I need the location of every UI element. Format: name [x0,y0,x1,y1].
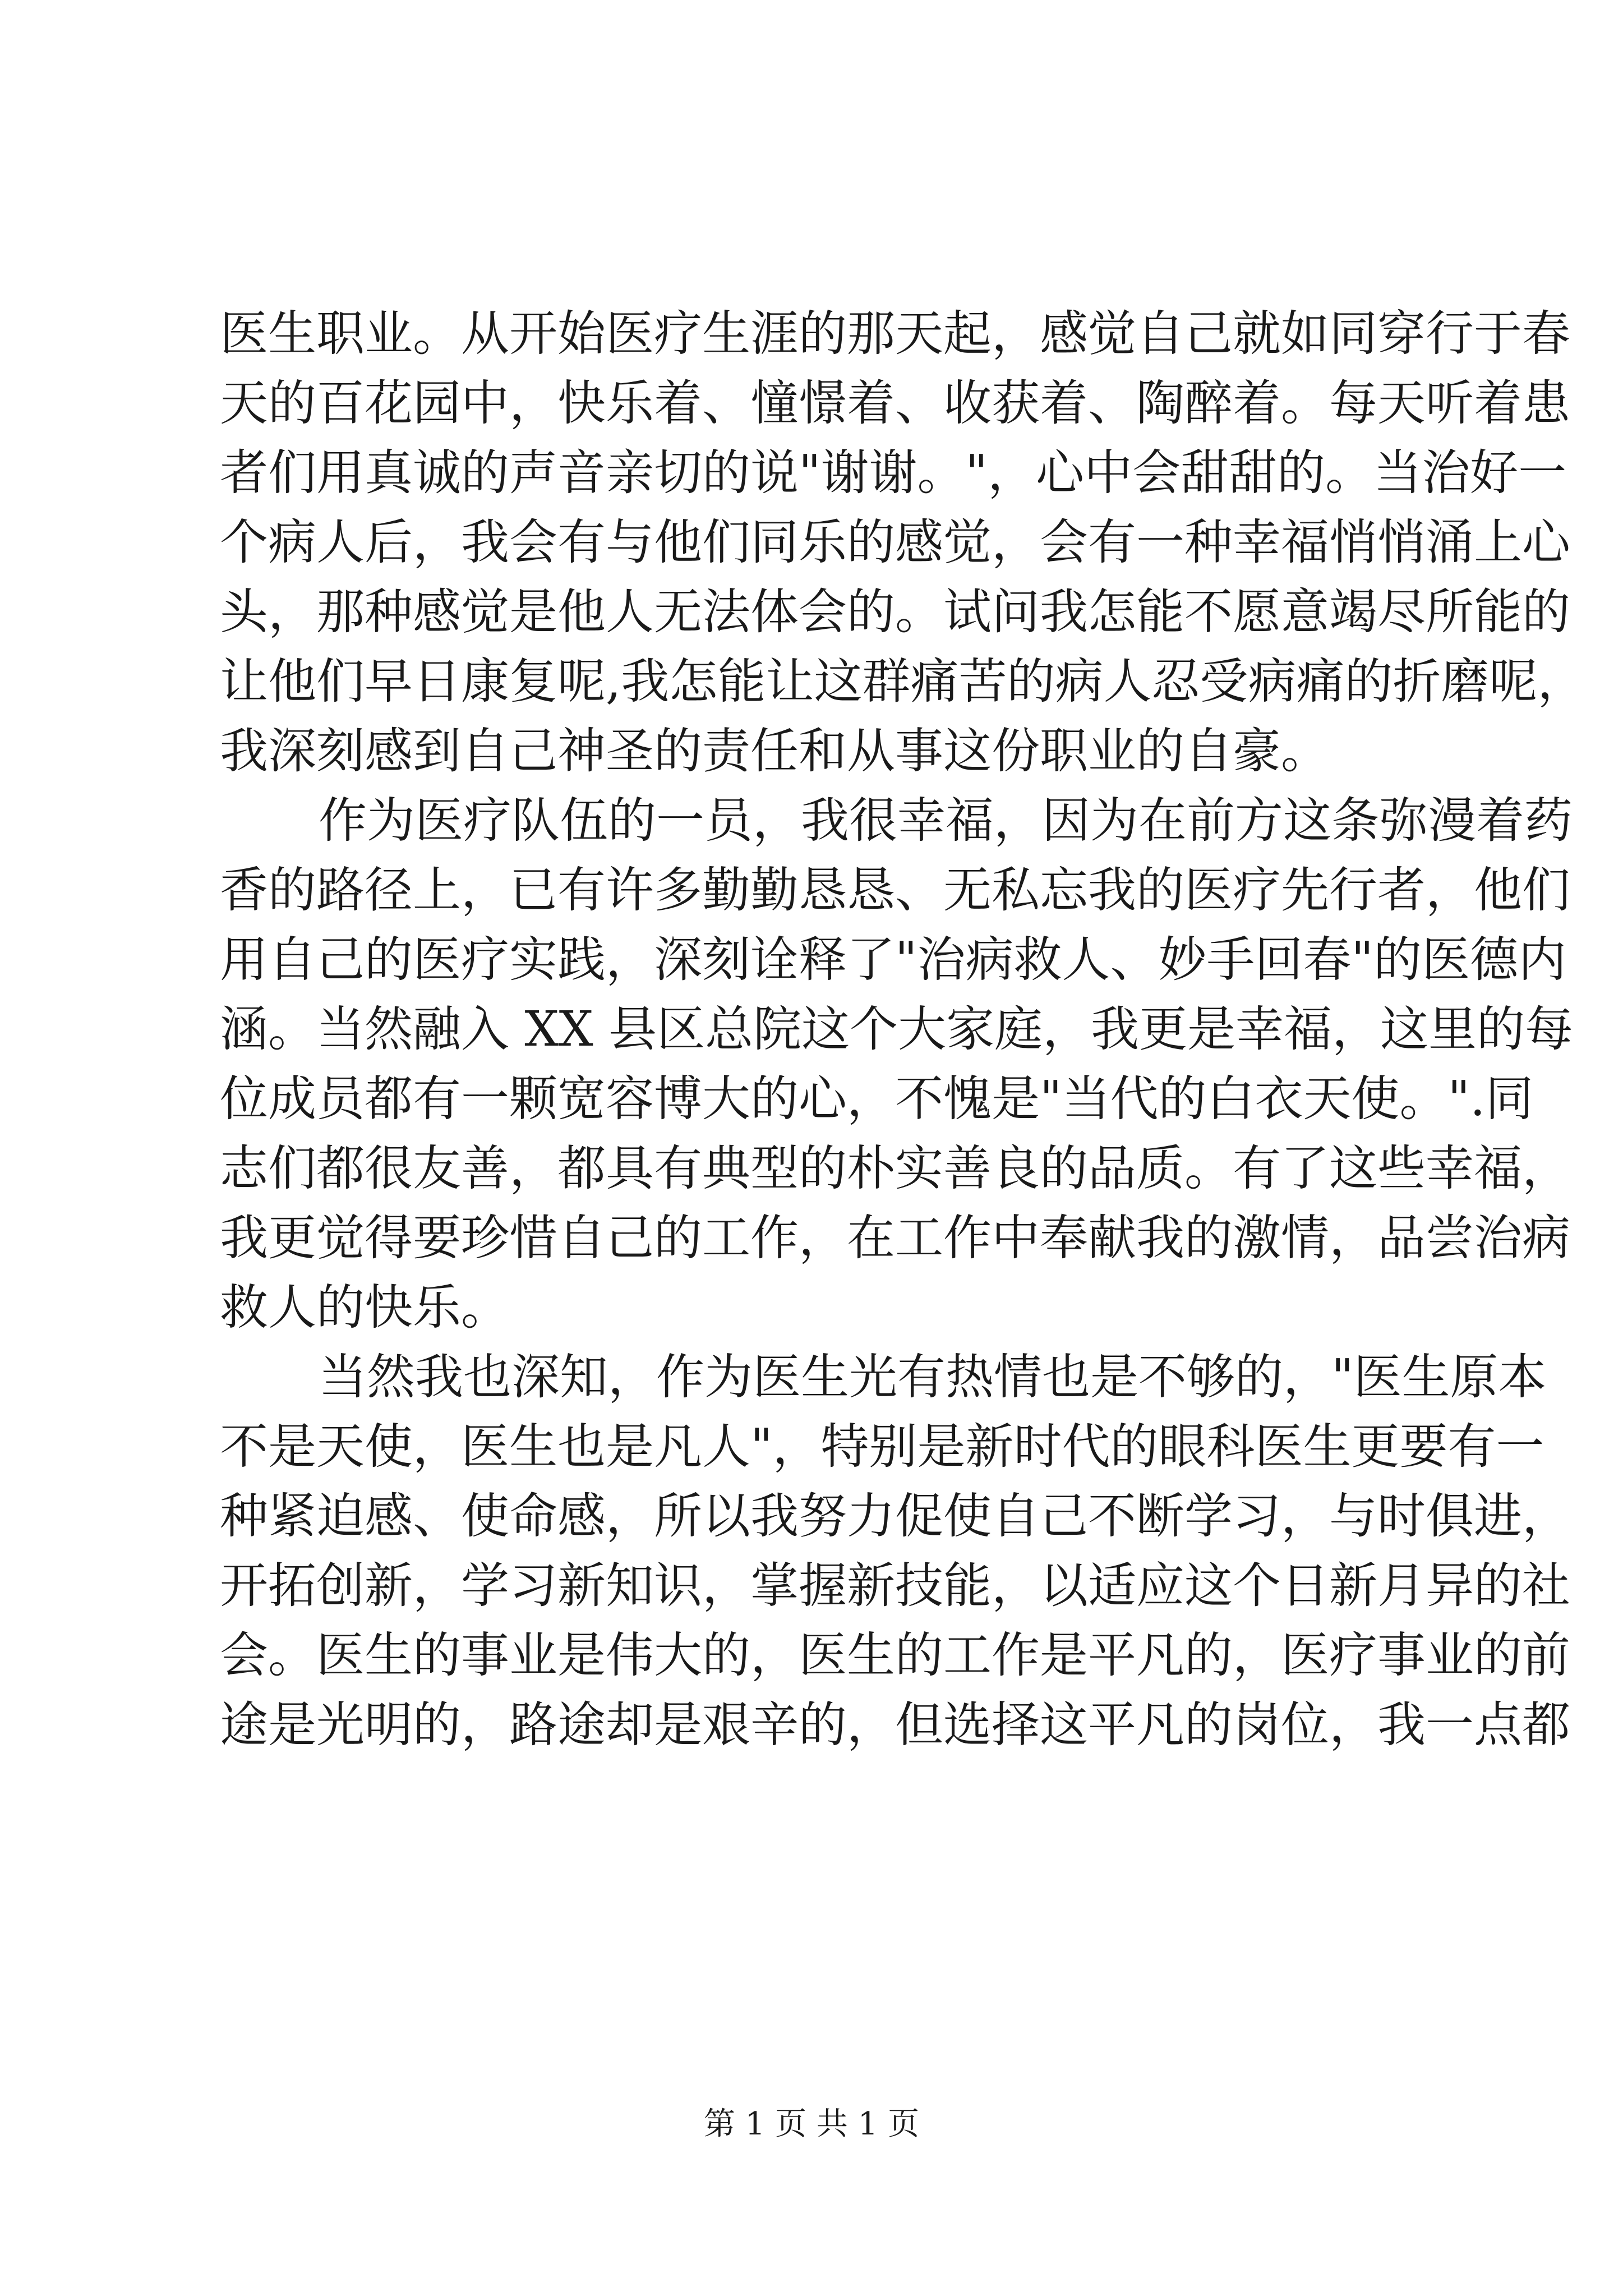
text-line: 种紧迫感、使命感，所以我努力促使自己不断学习，与时俱进， [220,1488,1570,1544]
text-line: 我更觉得要珍惜自己的工作，在工作中奉献我的激情，品尝治病 [220,1210,1570,1266]
document-body [220,299,1586,1760]
text-line: 者们用真诚的声音亲切的说"谢谢。"，心中会甜甜的。当治好一 [220,445,1567,501]
text-line: 我深刻感到自己神圣的责任和从事这份职业的自豪。 [220,723,1329,779]
text-line: 天的百花园中，快乐着、憧憬着、收获着、陶醉着。每天听着患 [220,375,1570,431]
text-line: 用自己的医疗实践，深刻诠释了"治病救人、妙手回春"的医德内 [220,932,1567,988]
text-line: 医生职业。从开始医疗生涯的那天起，感觉自己就如同穿行于春 [220,306,1570,362]
text-line: 头，那种感觉是他人无法体会的。试问我怎能不愿意竭尽所能的 [220,584,1570,640]
text-line: 途是光明的，路途却是艰辛的，但选择这平凡的岗位，我一点都 [220,1697,1570,1753]
text-line: 不是天使，医生也是凡人"，特别是新时代的眼科医生更要有一 [220,1419,1544,1475]
text-line: 位成员都有一颗宽容博大的心，不愧是"当代的白衣天使。".同 [220,1071,1534,1127]
text-line: 香的路径上，已有许多勤勤恳恳、无私忘我的医疗先行者，他们 [220,862,1570,918]
paragraph-1 [220,299,1586,786]
text-line: 救人的快乐。 [220,1280,509,1336]
paragraph-2 [220,786,1574,1342]
text-line: 作为医疗队伍的一员，我很幸福，因为在前方这条弥漫着药 [319,793,1573,849]
text-line: 开拓创新，学习新知识，掌握新技能，以适应这个日新月异的社 [220,1558,1570,1614]
text-line: 让他们早日康复呢,我怎能让这群痛苦的病人忍受病痛的折磨呢， [220,654,1586,710]
text-line: 个病人后，我会有与他们同乐的感觉，会有一种幸福悄悄涌上心 [220,514,1570,570]
text-line: 涵。当然融入 XX 县区总院这个大家庭，我更是幸福，这里的每 [220,1001,1574,1057]
paragraph-3 [220,1342,1570,1760]
text-line: 志们都很友善，都具有典型的朴实善良的品质。有了这些幸福， [220,1140,1570,1197]
text-line: 会。医生的事业是伟大的，医生的工作是平凡的，医疗事业的前 [220,1627,1570,1683]
page-footer: 第 1 页 共 1 页 [703,2106,920,2142]
text-line: 当然我也深知，作为医生光有热情也是不够的，"医生原本 [319,1349,1547,1405]
